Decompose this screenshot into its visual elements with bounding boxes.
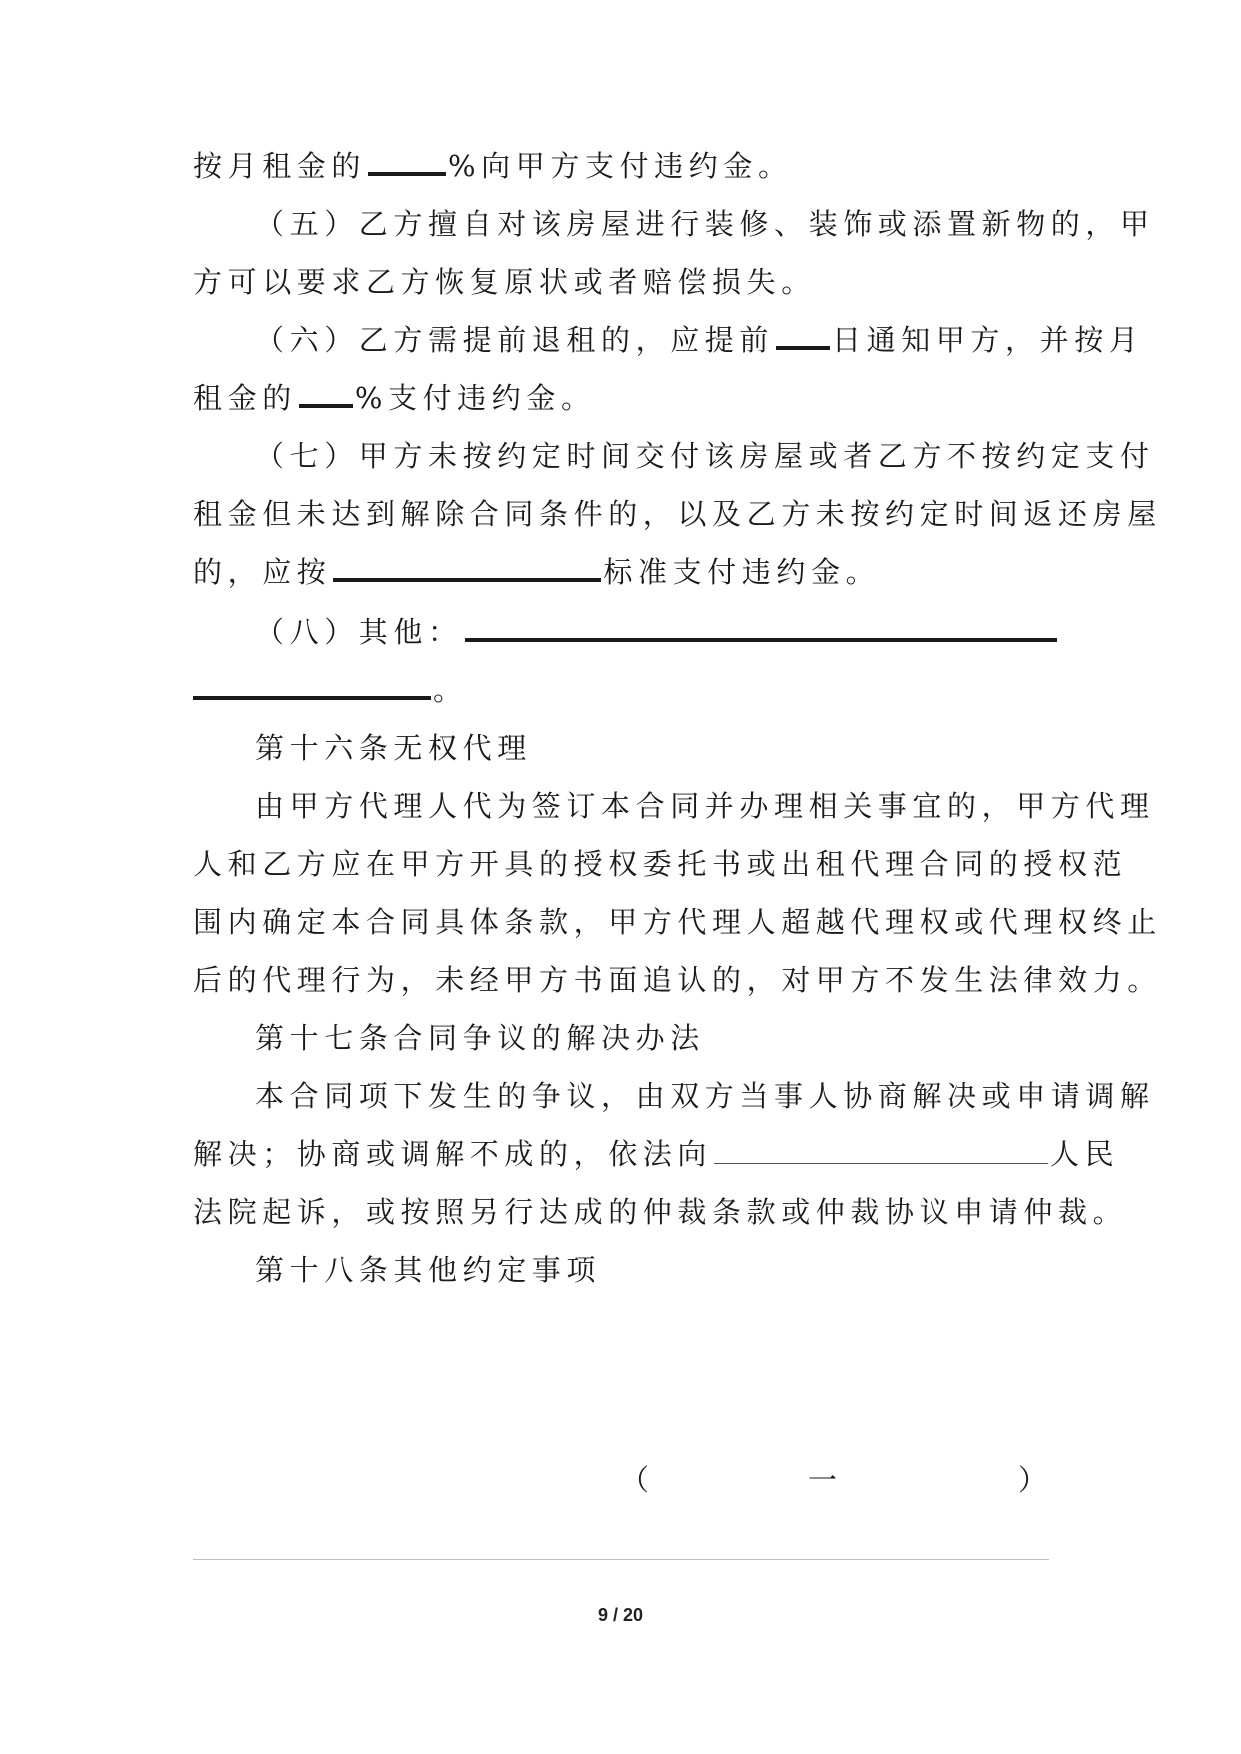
line-text: 按月租金的: [193, 149, 367, 183]
article-18-heading: [255, 1250, 1063, 1290]
article-16-line-3: [193, 902, 1162, 942]
page-number: 9 / 20: [597, 1605, 644, 1625]
line-text: 第十六条无权代理: [255, 731, 532, 765]
line-text: 。: [433, 673, 468, 707]
line-text: 方可以要求乙方恢复原状或者赔偿损失。: [193, 265, 816, 299]
clause-5-line-2: [193, 262, 1063, 302]
fill-blank: [776, 342, 830, 350]
clause-8-line-2: [193, 670, 1063, 710]
open-paren: （: [620, 1463, 650, 1497]
line-text: 日通知甲方，并按月: [832, 323, 1144, 357]
clause-7-line-3: [193, 552, 1063, 592]
line-text: （七）甲方未按约定时间交付该房屋或者乙方不按约定支付: [255, 439, 1155, 473]
fill-blank: [714, 1159, 1048, 1164]
line-text: %支付违约金。: [354, 381, 596, 415]
line-text: 本合同项下发生的争议，由双方当事人协商解决或申请调解: [255, 1079, 1155, 1113]
fill-blank: [465, 634, 1057, 642]
line-text: 后的代理行为，未经甲方书面追认的，对甲方不发生法律效力。: [193, 963, 1162, 997]
close-paren: ）: [1018, 1463, 1048, 1497]
line-text: 第十八条其他约定事项: [255, 1253, 602, 1287]
line-text: 人和乙方应在甲方开具的授权委托书或出租代理合同的授权范: [193, 847, 1128, 881]
fill-blank: [299, 400, 353, 408]
article-16-line-1: [255, 786, 1155, 826]
fill-blank: [193, 692, 431, 700]
clause-8-line-1: [255, 612, 1063, 652]
article-16-heading: [255, 728, 1063, 768]
line-text: 由甲方代理人代为签订本合同并办理相关事宜的，甲方代理: [255, 789, 1155, 823]
article-17-line-1: [255, 1076, 1155, 1116]
article-17-line-3: [193, 1192, 1128, 1232]
line-text: （五）乙方擅自对该房屋进行装修、装饰或添置新物的，甲: [255, 207, 1155, 241]
fill-blank: [368, 168, 446, 176]
line-text: 第十七条合同争议的解决办法: [255, 1021, 705, 1055]
clause-line-1: [193, 146, 1063, 186]
clause-5-line-1: [255, 204, 1155, 244]
line-text: %向甲方支付违约金。: [448, 149, 793, 183]
item-number: 一: [808, 1463, 838, 1497]
article-16-line-4: [193, 960, 1162, 1000]
line-text: 租金但未达到解除合同条件的，以及乙方未按约定时间返还房屋: [193, 497, 1162, 531]
clause-6-line-2: [193, 378, 1063, 418]
line-text: 租金的: [193, 381, 297, 415]
article-17-line-2: [193, 1134, 1120, 1174]
clause-6-line-1: [255, 320, 1144, 360]
line-text: 围内确定本合同具体条款，甲方代理人超越代理权或代理权终止: [193, 905, 1162, 939]
line-text: （六）乙方需提前退租的，应提前: [255, 323, 775, 357]
line-text: 的，应按: [193, 555, 332, 589]
line-text: 法院起诉，或按照另行达成的仲裁条款或仲裁协议申请仲裁。: [193, 1195, 1128, 1229]
article-17-heading: [255, 1018, 1063, 1058]
fill-blank: [333, 574, 601, 582]
line-text: 解决；协商或调解不成的，依法向: [193, 1137, 713, 1171]
sub-item-numbering: [620, 1460, 1048, 1500]
line-text: 人民: [1050, 1137, 1120, 1171]
line-text: （八）其他：: [255, 615, 463, 649]
clause-7-line-2: [193, 494, 1162, 534]
line-text: 标准支付违约金。: [603, 555, 881, 589]
footer-divider: [193, 1559, 1049, 1560]
article-16-line-2: [193, 844, 1128, 884]
clause-7-line-1: [255, 436, 1155, 476]
